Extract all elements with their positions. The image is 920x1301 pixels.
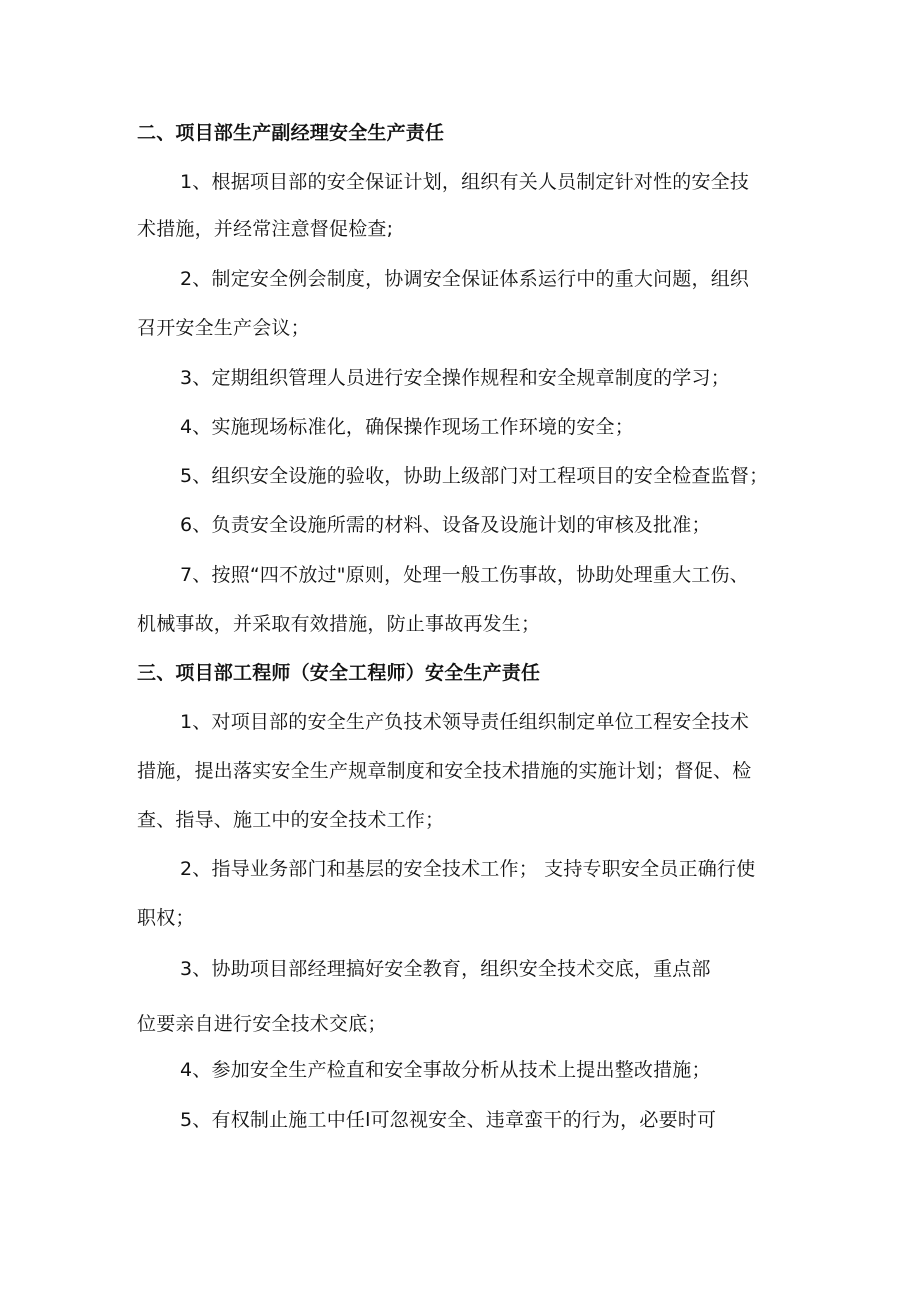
- section-2-item-4: 4、实施现场标准化，确保操作现场工作环境的安全；: [180, 416, 634, 438]
- section-2-item-7-line-2: 机械事故，并采取有效措施，防止事故再发生；: [137, 613, 541, 635]
- section-3-item-4: 4、参加安全生产检直和安全事故分析从技术上提出整改措施；: [180, 1059, 711, 1081]
- section-2-item-2-line-1: 2、制定安全例会制度，协调安全保证体系运行中的重大问题，组织: [180, 268, 750, 290]
- section-3-item-2-line-2: 职权；: [137, 907, 195, 929]
- section-2-item-1-line-2: 术措施，并经常注意督促检查;: [137, 218, 394, 240]
- section-3-item-5-line-1: 5、有权制止施工中任l可忽视安全、违章蛮干的行为，必要时可: [180, 1109, 717, 1131]
- section-3-item-3-line-1: 3、协助项目部经理搞好安全教育，组织安全技术交底，重点部: [180, 958, 711, 980]
- section-3-item-3-line-2: 位要亲自进行安全技术交底；: [137, 1013, 387, 1035]
- section-2-item-1-line-1: 1、根据项目部的安全保证计划，组织有关人员制定针对性的安全技: [180, 171, 750, 193]
- section-3-item-1-line-3: 查、指导、施工中的安全技术工作；: [137, 809, 445, 831]
- section-2-item-6: 6、负责安全设施所需的材料、设备及设施计划的审核及批准；: [180, 514, 711, 536]
- section-2-item-5: 5、组织安全设施的验收，协助上级部门对工程项目的安全检查监督；: [180, 465, 769, 487]
- section-3-heading: 三、项目部工程师（安全工程师）安全生产责任: [137, 662, 541, 684]
- section-2-item-3: 3、定期组织管理人员进行安全操作规程和安全规章制度的学习；: [180, 367, 730, 389]
- section-3-item-1-line-1: 1、对项目部的安全生产负技术领导责任组织制定单位工程安全技术: [180, 711, 750, 733]
- section-3-item-2-line-1: 2、指导业务部门和基层的安全技术工作； 支持专职安全员正确行使: [180, 858, 756, 880]
- section-3-item-1-line-2: 措施，提出落实安全生产规章制度和安全技术措施的实施计划；督促、检: [137, 760, 752, 782]
- section-2-heading: 二、项目部生产副经理安全生产责任: [137, 122, 445, 144]
- section-2-item-7-line-1: 7、按照“四不放过"原则，处理一般工伤事故，协助处理重大工伤、: [180, 564, 749, 586]
- section-2-item-2-line-2: 召开安全生产会议；: [137, 317, 310, 339]
